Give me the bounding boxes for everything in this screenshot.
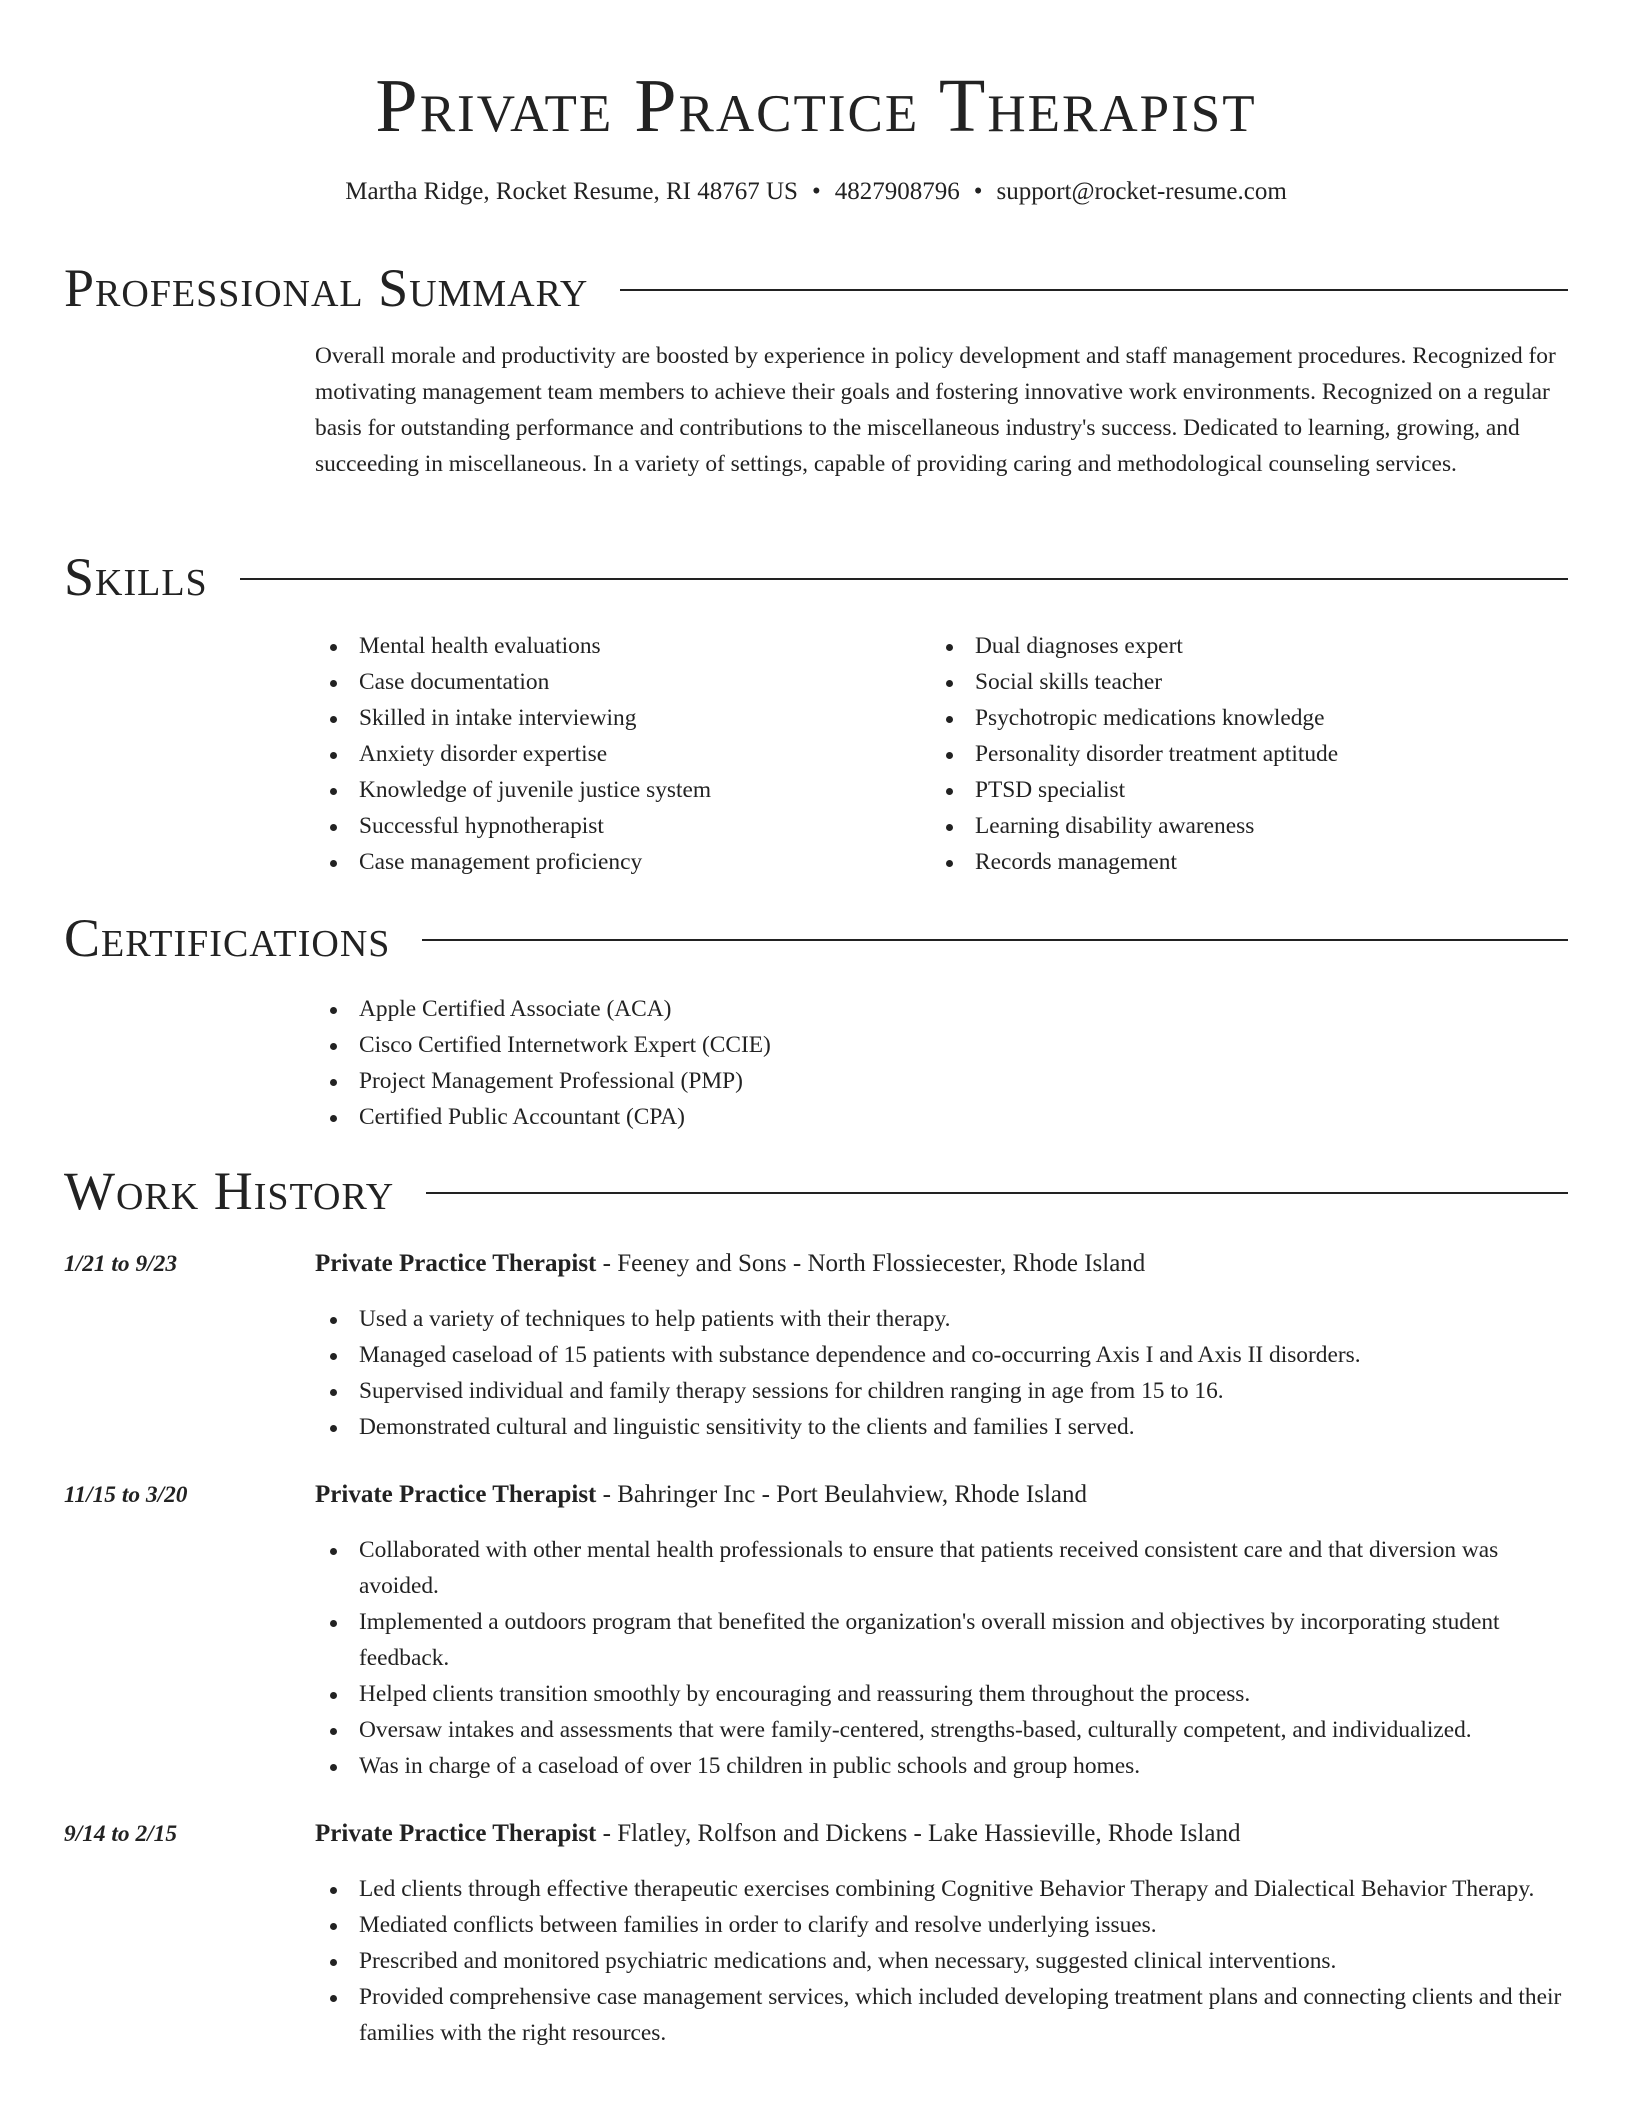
job-dates: 9/14 to 2/15 (64, 1821, 178, 1847)
certifications-section-heading (64, 906, 1568, 970)
job-employer: - Flatley, Rolfson and Dickens - Lake Hassieville, Rhode Island (596, 1820, 1241, 1847)
job-bullet: Mediated conflicts between families in order to clarify and resolve underlying issues. (315, 1907, 1565, 1943)
certification-item: Project Management Professional (PMP) (315, 1063, 1515, 1099)
skill-item: Learning disability awareness (931, 808, 1531, 844)
job-dates: 1/21 to 9/23 (64, 1251, 178, 1277)
skills-list-right (931, 628, 1531, 880)
job-bullet: Supervised individual and family therapy sessions for children ranging in age from 15 to 16. (315, 1373, 1565, 1409)
job-heading (315, 1816, 1565, 1852)
skill-item: Mental health evaluations (315, 628, 915, 664)
job-bullets (315, 1871, 1565, 2051)
skill-item: Skilled in intake interviewing (315, 700, 915, 736)
section-title: Skills (64, 547, 208, 607)
work-history-section-heading (64, 1159, 1568, 1223)
skill-item: Case management proficiency (315, 844, 915, 880)
skill-item: Records management (931, 844, 1531, 880)
contact-separator: • (973, 178, 983, 205)
contact-separator: • (811, 178, 821, 205)
section-divider (426, 1192, 1568, 1194)
section-title: Work History (64, 1161, 395, 1221)
section-divider (422, 939, 1568, 941)
job-bullet: Oversaw intakes and assessments that were family-centered, strengths-based, culturally competent, and individualized. (315, 1712, 1565, 1748)
job-employer: - Feeney and Sons - North Flossiecester, Rhode Island (596, 1250, 1146, 1277)
job-bullet: Led clients through effective therapeutic exercises combining Cognitive Behavior Therapy and Dialectical Behavior Therapy. (315, 1871, 1565, 1907)
certification-item: Certified Public Accountant (CPA) (315, 1099, 1515, 1135)
skill-item: Social skills teacher (931, 664, 1531, 700)
job-bullet: Helped clients transition smoothly by encouraging and reassuring them throughout the process. (315, 1676, 1565, 1712)
page-title: Private Practice Therapist (375, 64, 1257, 148)
job-dates: 11/15 to 3/20 (64, 1482, 188, 1508)
job-role: Private Practice Therapist (315, 1481, 597, 1508)
job-bullet: Demonstrated cultural and linguistic sensitivity to the clients and families I served. (315, 1409, 1565, 1445)
certification-item: Apple Certified Associate (ACA) (315, 991, 1515, 1027)
job-bullet: Managed caseload of 15 patients with substance dependence and co-occurring Axis I and Axis II disorders. (315, 1337, 1565, 1373)
skill-item: Dual diagnoses expert (931, 628, 1531, 664)
summary-text: Overall morale and productivity are boosted by experience in policy development and staff management procedures. Recognized for motivating management team members to achieve their goals and fostering innovative work environments. Recognized on a regular basis for outstanding performance and contributions to the miscellaneous industry's success. Dedicated to learning, growing, and succeeding in miscellaneous. In a variety of settings, capable of providing caring and methodological counseling services. (315, 343, 1556, 477)
section-divider (240, 578, 1568, 580)
section-title: Certifications (64, 908, 391, 968)
job-bullet: Provided comprehensive case management services, which included developing treatment plans and connecting clients and their families with the right resources. (315, 1979, 1565, 2051)
skill-item: PTSD specialist (931, 772, 1531, 808)
job-heading (315, 1246, 1565, 1282)
skill-item: Personality disorder treatment aptitude (931, 736, 1531, 772)
job-bullets (315, 1532, 1565, 1784)
job-role: Private Practice Therapist (315, 1250, 597, 1277)
certifications-list (315, 991, 1515, 1135)
job-employer: - Bahringer Inc - Port Beulahview, Rhode Island (596, 1481, 1088, 1508)
contact-line (0, 176, 1632, 208)
section-title: Professional Summary (64, 258, 589, 318)
skills-section-heading (64, 545, 1568, 609)
summary-section-heading (64, 256, 1568, 320)
skills-list-left (315, 628, 915, 880)
contact-email: support@rocket-resume.com (996, 178, 1287, 205)
skill-item: Psychotropic medications knowledge (931, 700, 1531, 736)
contact-address: Martha Ridge, Rocket Resume, RI 48767 US (345, 178, 798, 205)
skill-item: Knowledge of juvenile justice system (315, 772, 915, 808)
job-heading (315, 1477, 1565, 1513)
certification-item: Cisco Certified Internetwork Expert (CCIE) (315, 1027, 1515, 1063)
job-bullet: Was in charge of a caseload of over 15 children in public schools and group homes. (315, 1748, 1565, 1784)
job-bullet: Implemented a outdoors program that benefited the organization's overall mission and objectives by incorporating student feedback. (315, 1604, 1565, 1676)
job-bullet: Collaborated with other mental health professionals to ensure that patients received consistent care and that diversion was avoided. (315, 1532, 1565, 1604)
contact-phone: 4827908796 (834, 178, 960, 205)
job-bullet: Prescribed and monitored psychiatric medications and, when necessary, suggested clinical interventions. (315, 1943, 1565, 1979)
skill-item: Successful hypnotherapist (315, 808, 915, 844)
section-divider (620, 289, 1568, 291)
skill-item: Case documentation (315, 664, 915, 700)
skill-item: Anxiety disorder expertise (315, 736, 915, 772)
job-bullet: Used a variety of techniques to help patients with their therapy. (315, 1301, 1565, 1337)
job-role: Private Practice Therapist (315, 1820, 597, 1847)
job-bullets (315, 1301, 1565, 1445)
